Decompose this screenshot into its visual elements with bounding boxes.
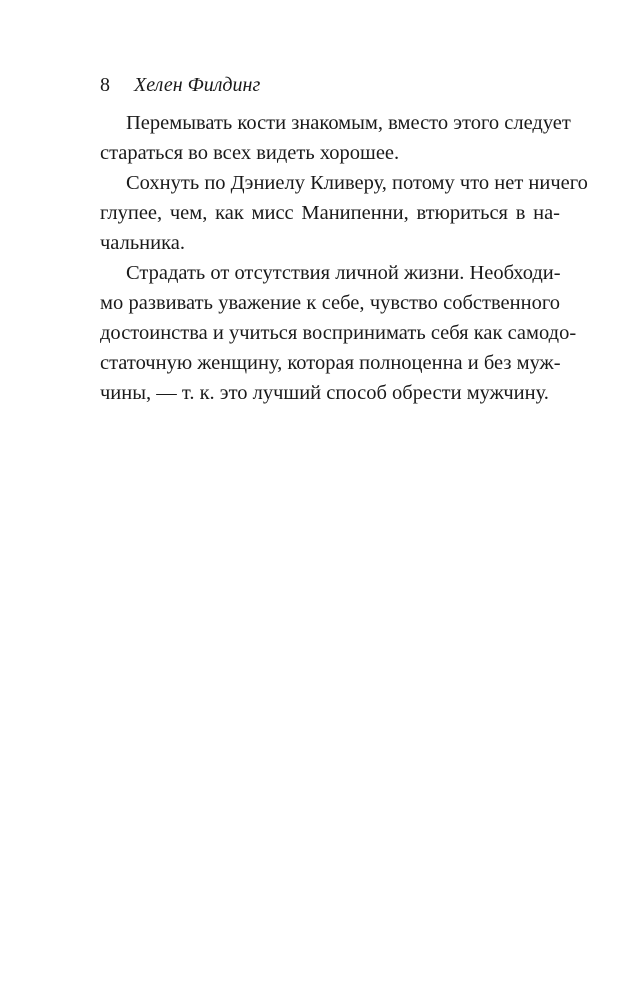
text-line: стараться во всех видеть хорошее. <box>100 142 400 164</box>
author-name: Хелен Филдинг <box>134 74 261 96</box>
text-line: Перемывать кости знакомым, вместо этого следует <box>126 112 571 134</box>
text-line: чины, — т. к. это лучший способ обрести мужчину. <box>100 382 549 404</box>
text-line: статочную женщину, которая полноценна и без муж- <box>100 352 561 374</box>
page-number: 8 <box>100 74 110 96</box>
text-line: мо развивать уважение к себе, чувство собственного <box>100 292 560 314</box>
text-line: достоинства и учиться воспринимать себя как самодо- <box>100 322 577 344</box>
text-line: чальника. <box>100 232 185 254</box>
running-head <box>100 73 260 97</box>
text-line: Страдать от отсутствия личной жизни. Необходи- <box>126 262 561 284</box>
text-line: Сохнуть по Дэниелу Кливеру, потому что нет ничего <box>126 172 588 194</box>
text-line: глупее, чем, как мисс Манипенни, втюриться в на- <box>100 202 560 224</box>
body-text <box>100 108 588 408</box>
